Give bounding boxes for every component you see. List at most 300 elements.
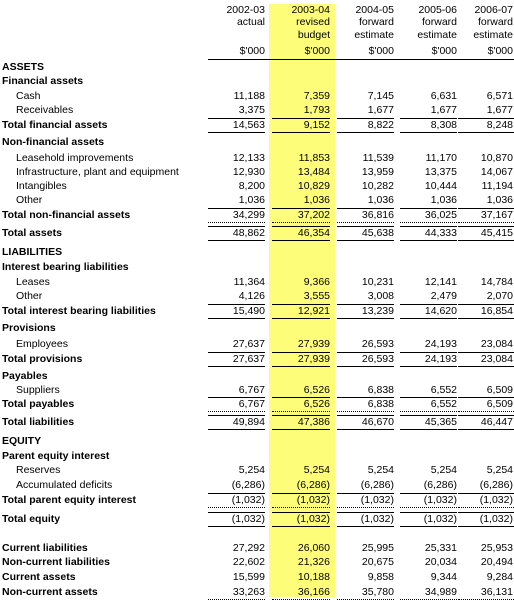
cell-value: 27,637	[232, 353, 265, 365]
col-year: 2003-04	[291, 4, 330, 16]
cell-value: 27,637	[232, 338, 265, 350]
rule-line	[337, 132, 394, 133]
cell-value: 3,375	[238, 104, 265, 116]
row-label: Payables	[2, 370, 48, 382]
cell-value: 24,193	[424, 353, 457, 365]
col-desc: estimate	[354, 29, 394, 41]
rule-line	[208, 222, 265, 223]
cell-value: 45,415	[480, 227, 513, 239]
cell-value: 35,780	[361, 586, 394, 598]
rule-line	[458, 507, 514, 508]
cell-value: 45,638	[361, 227, 394, 239]
cell-value: 20,675	[361, 556, 394, 568]
table-row	[0, 193, 514, 207]
row-label: LIABILITIES	[2, 246, 63, 258]
cell-value: 1,677	[367, 104, 394, 116]
cell-value: 6,631	[430, 90, 457, 102]
section-heading	[0, 369, 514, 383]
total-row	[0, 512, 514, 526]
rule-line	[272, 208, 330, 209]
col-desc: estimate	[417, 29, 457, 41]
total-row	[0, 541, 514, 555]
cell-value: 6,767	[238, 384, 265, 396]
cell-value: 9,366	[303, 276, 330, 288]
cell-value: 13,484	[297, 166, 330, 178]
cell-value: 12,141	[424, 276, 457, 288]
cell-value: 48,862	[232, 227, 265, 239]
rule-line	[400, 512, 457, 513]
rule-line	[400, 415, 457, 416]
rule-line	[458, 493, 514, 494]
cell-value: 5,254	[303, 464, 330, 476]
total-row	[0, 555, 514, 569]
section-heading	[0, 74, 514, 88]
rule-line	[208, 132, 265, 133]
rule-line	[400, 226, 457, 227]
total-row	[0, 352, 514, 366]
row-label: Total provisions	[2, 353, 83, 365]
table-row	[0, 179, 514, 193]
total-row	[0, 493, 514, 507]
rule-line	[337, 366, 394, 367]
row-label: Intangibles	[16, 180, 67, 192]
section-heading	[0, 449, 514, 463]
cell-value: 6,552	[430, 384, 457, 396]
rule-line	[400, 526, 457, 527]
row-label: Leasehold improvements	[16, 152, 134, 164]
cell-value: 6,552	[430, 398, 457, 410]
cell-value: 11,853	[298, 152, 330, 164]
cell-value: (1,032)	[360, 513, 394, 525]
row-label: Non-current liabilities	[2, 556, 110, 568]
cell-value: 6,838	[367, 398, 394, 410]
row-label: Total parent equity interest	[2, 494, 136, 506]
cell-value: 2,070	[486, 290, 513, 302]
cell-value: (1,032)	[360, 494, 394, 506]
rule-line	[272, 132, 330, 133]
row-label: ASSETS	[2, 61, 45, 73]
cell-value: 34,299	[232, 209, 265, 221]
rule-line	[272, 397, 330, 398]
cell-value: 1,036	[430, 194, 457, 206]
cell-value: 4,126	[238, 290, 265, 302]
cell-value: 11,539	[362, 152, 394, 164]
cell-value: 10,444	[424, 180, 457, 192]
table-row	[0, 478, 514, 492]
cell-value: 2,479	[430, 290, 457, 302]
cell-value: 6,571	[486, 90, 513, 102]
cell-value: 26,593	[361, 353, 394, 365]
cell-value: (1,032)	[296, 494, 330, 506]
col-year: 2006-07	[474, 4, 513, 16]
row-label: Other	[16, 290, 43, 302]
cell-value: 14,620	[424, 305, 457, 317]
cell-value: 25,331	[424, 542, 457, 554]
rule-line	[272, 415, 330, 416]
col-unit: $'000	[487, 45, 513, 57]
cell-value: (1,032)	[479, 513, 513, 525]
header-row-line1	[0, 16, 514, 29]
row-label: Reserves	[16, 464, 61, 476]
total-row	[0, 208, 514, 222]
row-label: Employees	[16, 338, 68, 350]
row-label: Provisions	[2, 322, 56, 334]
cell-value: 23,084	[480, 338, 513, 350]
rule-line	[208, 118, 265, 119]
row-label: Total interest bearing liabilities	[2, 305, 156, 317]
cell-value: 6,526	[303, 398, 330, 410]
rule-line	[208, 226, 265, 227]
row-label: Total liabilities	[2, 416, 75, 428]
rule-line	[400, 429, 457, 430]
header-row-line2	[0, 29, 514, 42]
cell-value: 8,822	[367, 119, 394, 131]
cell-value: 5,254	[367, 464, 394, 476]
cell-value: 25,953	[480, 542, 513, 554]
row-label: Current liabilities	[2, 542, 88, 554]
cell-value: (1,032)	[231, 494, 265, 506]
rule-line	[458, 240, 514, 241]
col-unit: $'000	[431, 45, 457, 57]
cell-value: 46,354	[297, 227, 330, 239]
rule-line	[272, 304, 330, 305]
cell-value: 27,939	[297, 353, 330, 365]
rule-line	[208, 429, 265, 430]
cell-value: 8,200	[238, 180, 265, 192]
cell-value: 9,858	[367, 571, 394, 583]
cell-value: 37,167	[480, 209, 513, 221]
rule-line	[208, 318, 265, 319]
cell-value: 1,677	[486, 104, 513, 116]
cell-value: 24,193	[424, 338, 457, 350]
rule-line	[400, 366, 457, 367]
rule-line	[458, 208, 514, 209]
rule-line	[458, 397, 514, 398]
cell-value: (1,032)	[296, 513, 330, 525]
rule-line	[458, 318, 514, 319]
rule-line	[208, 507, 265, 508]
cell-value: 16,854	[480, 305, 513, 317]
cell-value: 23,084	[480, 353, 513, 365]
cell-value: 1,036	[367, 194, 394, 206]
section-heading	[0, 135, 514, 149]
cell-value: 1,036	[486, 194, 513, 206]
cell-value: 9,152	[303, 119, 330, 131]
cell-value: 3,555	[303, 290, 330, 302]
row-label: Other	[16, 194, 43, 206]
col-desc: actual	[236, 16, 265, 28]
rule-line	[337, 507, 394, 508]
row-label: EQUITY	[2, 435, 42, 447]
cell-value: 34,989	[424, 586, 457, 598]
total-row	[0, 585, 514, 599]
row-label: Infrastructure, plant and equipment	[16, 166, 179, 178]
cell-value: 10,188	[297, 571, 330, 583]
rule-line	[272, 493, 330, 494]
rule-line	[458, 222, 514, 223]
cell-value: (6,286)	[360, 479, 394, 491]
rule-line	[208, 415, 265, 416]
cell-value: 6,767	[238, 398, 265, 410]
cell-value: 1,036	[303, 194, 330, 206]
row-label: Accumulated deficits	[16, 479, 113, 491]
cell-value: 9,344	[430, 571, 457, 583]
row-label: Total non-financial assets	[2, 209, 131, 221]
cell-value: 37,202	[297, 209, 330, 221]
cell-value: 20,494	[480, 556, 513, 568]
cell-value: 12,930	[232, 166, 265, 178]
col-unit: $'000	[368, 45, 394, 57]
rule-line	[272, 507, 330, 508]
cell-value: (6,286)	[296, 479, 330, 491]
rule-line	[272, 226, 330, 227]
rule-line	[208, 352, 265, 353]
table-row	[0, 337, 514, 351]
row-label: Total assets	[2, 227, 62, 239]
rule-line	[400, 240, 457, 241]
rule-line	[208, 397, 265, 398]
cell-value: 15,490	[232, 305, 265, 317]
rule-line	[337, 118, 394, 119]
cell-value: 22,602	[232, 556, 265, 568]
table-row	[0, 275, 514, 289]
rule-line	[272, 411, 330, 412]
col-desc: budget	[297, 29, 330, 41]
cell-value: 1,793	[303, 104, 330, 116]
cell-value: (1,032)	[423, 513, 457, 525]
rule-line	[337, 208, 394, 209]
rule-line	[400, 132, 457, 133]
rule-line	[400, 411, 457, 412]
rule-line	[400, 397, 457, 398]
rule-line	[458, 411, 514, 412]
rule-line	[337, 526, 394, 527]
cell-value: 10,870	[480, 152, 513, 164]
cell-value: 13,959	[361, 166, 394, 178]
cell-value: 13,239	[361, 305, 394, 317]
rule-line	[208, 512, 265, 513]
rule-line	[272, 222, 330, 223]
cell-value: 6,526	[303, 384, 330, 396]
section-heading	[0, 60, 514, 74]
rule-line	[272, 512, 330, 513]
cell-value: 26,060	[297, 542, 330, 554]
cell-value: 3,008	[367, 290, 394, 302]
cell-value: 49,894	[232, 416, 265, 428]
table-row	[0, 151, 514, 165]
section-heading	[0, 245, 514, 259]
cell-value: 14,784	[480, 276, 513, 288]
total-row	[0, 415, 514, 429]
rule-line	[458, 226, 514, 227]
cell-value: 11,188	[233, 90, 265, 102]
cell-value: 6,509	[486, 398, 513, 410]
rule-line	[458, 352, 514, 353]
rule-line	[337, 397, 394, 398]
cell-value: 6,838	[367, 384, 394, 396]
rule-line	[458, 366, 514, 367]
table-row	[0, 89, 514, 103]
cell-value: 27,939	[297, 338, 330, 350]
rule-line	[337, 411, 394, 412]
row-label: Non-current assets	[2, 586, 98, 598]
cell-value: 20,034	[424, 556, 457, 568]
cell-value: (6,286)	[231, 479, 265, 491]
cell-value: 5,254	[238, 464, 265, 476]
cell-value: 11,364	[233, 276, 265, 288]
row-label: Parent equity interest	[2, 450, 110, 462]
cell-value: (1,032)	[231, 513, 265, 525]
cell-value: 7,359	[303, 90, 330, 102]
rule-line	[208, 366, 265, 367]
cell-value: 1,677	[430, 104, 457, 116]
row-label: Total payables	[2, 398, 75, 410]
cell-value: 36,131	[480, 586, 513, 598]
rule-line	[337, 429, 394, 430]
cell-value: 36,816	[361, 209, 394, 221]
row-label: Non-financial assets	[2, 136, 105, 148]
rule-line	[208, 240, 265, 241]
rule-line	[337, 226, 394, 227]
rule-line	[458, 415, 514, 416]
row-label: Financial assets	[2, 75, 84, 87]
rule-line	[400, 352, 457, 353]
table-row	[0, 463, 514, 477]
cell-value: 25,995	[361, 542, 394, 554]
total-row	[0, 226, 514, 240]
cell-value: 10,231	[361, 276, 394, 288]
section-heading	[0, 260, 514, 274]
col-unit: $'000	[239, 45, 265, 57]
rule-line	[337, 318, 394, 319]
section-heading	[0, 321, 514, 335]
rule-line	[337, 493, 394, 494]
cell-value: 33,263	[232, 586, 265, 598]
rule-line	[337, 304, 394, 305]
row-label: Current assets	[2, 571, 76, 583]
cell-value: (1,032)	[479, 494, 513, 506]
col-desc: forward	[358, 16, 394, 28]
cell-value: 5,254	[430, 464, 457, 476]
rule-line	[208, 208, 265, 209]
rule-line	[337, 240, 394, 241]
rule-line	[272, 318, 330, 319]
rule-line	[458, 512, 514, 513]
rule-line	[272, 352, 330, 353]
cell-value: 12,133	[232, 152, 265, 164]
cell-value: 46,447	[480, 416, 513, 428]
col-desc: revised	[296, 16, 330, 28]
cell-value: 11,170	[425, 152, 457, 164]
cell-value: 44,333	[424, 227, 457, 239]
cell-value: 14,067	[480, 166, 513, 178]
rule-line	[400, 222, 457, 223]
row-label: Receivables	[16, 104, 74, 116]
rule-line	[458, 304, 514, 305]
col-year: 2004-05	[355, 4, 394, 16]
table-row	[0, 383, 514, 397]
rule-line	[337, 415, 394, 416]
rule-line	[337, 512, 394, 513]
rule-line	[272, 429, 330, 430]
cell-value: 36,166	[297, 586, 330, 598]
cell-value: 11,194	[481, 180, 513, 192]
rule-line	[400, 507, 457, 508]
cell-value: 36,025	[424, 209, 457, 221]
rule-line	[400, 118, 457, 119]
rule-line	[208, 526, 265, 527]
col-year: 2005-06	[418, 4, 457, 16]
cell-value: 45,365	[424, 416, 457, 428]
total-row	[0, 570, 514, 584]
cell-value: 14,563	[232, 119, 265, 131]
row-label: Leases	[16, 276, 50, 288]
rule-line	[400, 493, 457, 494]
cell-value: 12,921	[297, 305, 330, 317]
rule-line	[458, 132, 514, 133]
rule-line	[208, 493, 265, 494]
cell-value: 8,308	[430, 119, 457, 131]
cell-value: (6,286)	[423, 479, 457, 491]
rule-line	[400, 208, 457, 209]
col-desc: estimate	[473, 29, 513, 41]
col-year: 2002-03	[226, 4, 265, 16]
cell-value: 10,282	[361, 180, 394, 192]
total-row	[0, 118, 514, 132]
rule-line	[337, 222, 394, 223]
rule-line	[272, 240, 330, 241]
cell-value: 10,829	[297, 180, 330, 192]
rule-line	[272, 526, 330, 527]
header-row-unit	[0, 45, 514, 58]
cell-value: 46,670	[361, 416, 394, 428]
cell-value: 7,145	[367, 90, 394, 102]
rule-line	[458, 118, 514, 119]
cell-value: 21,326	[297, 556, 330, 568]
cell-value: 6,509	[486, 384, 513, 396]
rule-line	[272, 118, 330, 119]
col-unit: $'000	[304, 45, 330, 57]
rule-line	[337, 352, 394, 353]
total-row	[0, 397, 514, 411]
rule-line	[272, 366, 330, 367]
table-row	[0, 103, 514, 117]
table-row	[0, 289, 514, 303]
row-label: Interest bearing liabilities	[2, 261, 129, 273]
cell-value: (1,032)	[423, 494, 457, 506]
cell-value: 5,254	[486, 464, 513, 476]
cell-value: 8,248	[486, 119, 513, 131]
row-label: Total equity	[2, 513, 61, 525]
cell-value: 13,375	[424, 166, 457, 178]
cell-value: (6,286)	[479, 479, 513, 491]
row-label: Total financial assets	[2, 119, 108, 131]
rule-line	[400, 304, 457, 305]
col-desc: forward	[477, 16, 513, 28]
rule-line	[208, 304, 265, 305]
rule-line	[208, 411, 265, 412]
table-row	[0, 165, 514, 179]
rule-line	[400, 318, 457, 319]
row-label: Suppliers	[16, 384, 60, 396]
section-heading	[0, 434, 514, 448]
cell-value: 1,036	[238, 194, 265, 206]
cell-value: 27,292	[232, 542, 265, 554]
cell-value: 47,386	[297, 416, 330, 428]
rule-line	[458, 526, 514, 527]
cell-value: 15,599	[232, 571, 265, 583]
row-label: Cash	[16, 90, 41, 102]
